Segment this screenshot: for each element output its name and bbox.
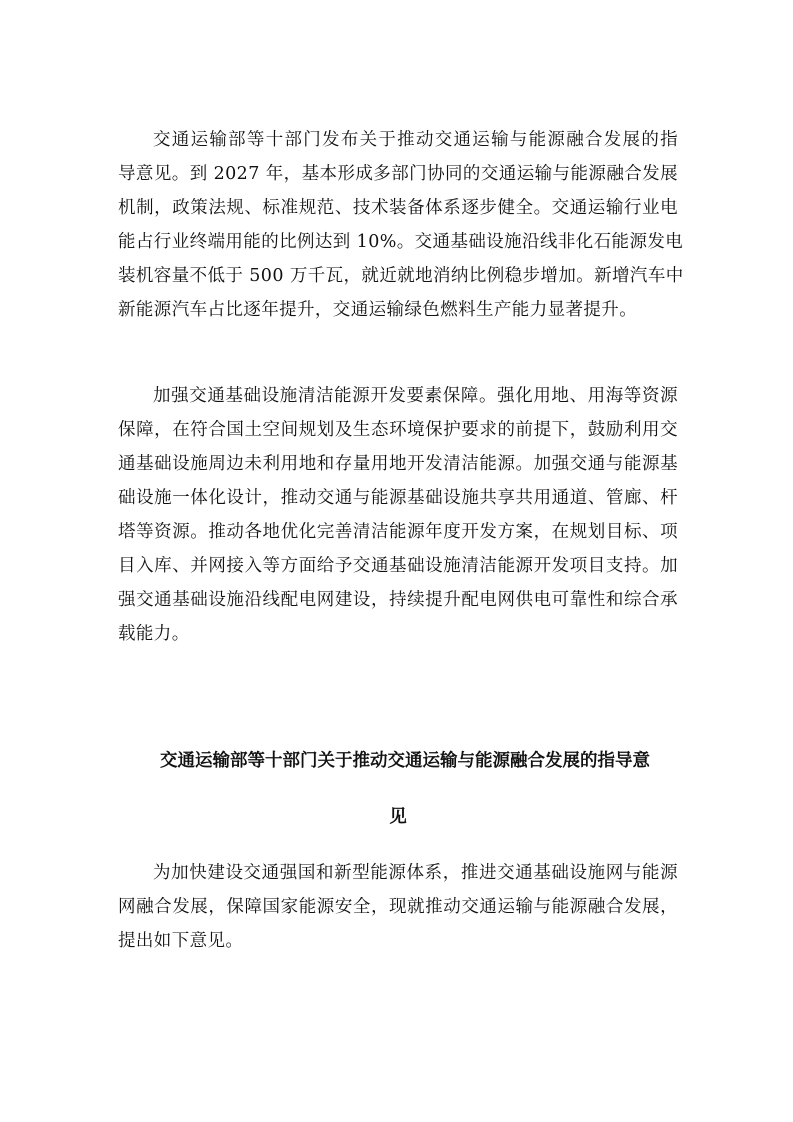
text-line: 装机容量不低于 500 万千瓦，就近就地消纳比例稳步增加。新增汽车中 — [118, 266, 684, 286]
text-line: 能占行业终端用能的比例达到 10%。交通基础设施沿线非化石能源发电 — [118, 232, 684, 252]
text-line: 机制，政策法规、标准规范、技术装备体系逐步健全。交通运输行业电 — [118, 198, 678, 218]
text-line: 交通运输部等十部门发布关于推动交通运输与能源融合发展的指 — [153, 130, 678, 150]
text-line: 强交通基础设施沿线配电网建设，持续提升配电网供电可靠性和综合承 — [118, 590, 678, 610]
text-line: 新能源汽车占比逐年提升，交通运输绿色燃料生产能力显著提升。 — [118, 300, 638, 320]
title-line: 交通运输部等十部门关于推动交通运输与能源融合发展的指导意 — [160, 751, 650, 771]
paragraph-intro — [118, 856, 678, 958]
paragraph-clean-energy — [118, 379, 678, 651]
paragraph-announcement — [118, 123, 684, 327]
text-line: 塔等资源。推动各地优化完善清洁能源年度开发方案，在规划目标、项 — [118, 522, 678, 542]
text-line: 通基础设施周边未利用地和存量用地开发清洁能源。加强交通与能源基 — [118, 454, 678, 474]
text-line: 网融合发展，保障国家能源安全，现就推动交通运输与能源融合发展， — [118, 897, 678, 917]
text-line: 提出如下意见。 — [118, 931, 244, 951]
title-line: 见 — [389, 807, 407, 827]
text-line: 导意见。到 2027 年，基本形成多部门协同的交通运输与能源融合发展 — [118, 164, 678, 184]
text-line: 加强交通基础设施清洁能源开发要素保障。强化用地、用海等资源 — [153, 386, 678, 406]
text-line: 载能力。 — [118, 624, 190, 644]
text-line: 保障，在符合国土空间规划及生态环境保护要求的前提下，鼓励利用交 — [118, 420, 678, 440]
text-line: 目入库、并网接入等方面给予交通基础设施清洁能源开发项目支持。加 — [118, 556, 678, 576]
text-line: 础设施一体化设计，推动交通与能源基础设施共享共用通道、管廊、杆 — [118, 488, 678, 508]
document-title — [118, 733, 678, 845]
text-line: 为加快建设交通强国和新型能源体系，推进交通基础设施网与能源 — [153, 863, 678, 883]
